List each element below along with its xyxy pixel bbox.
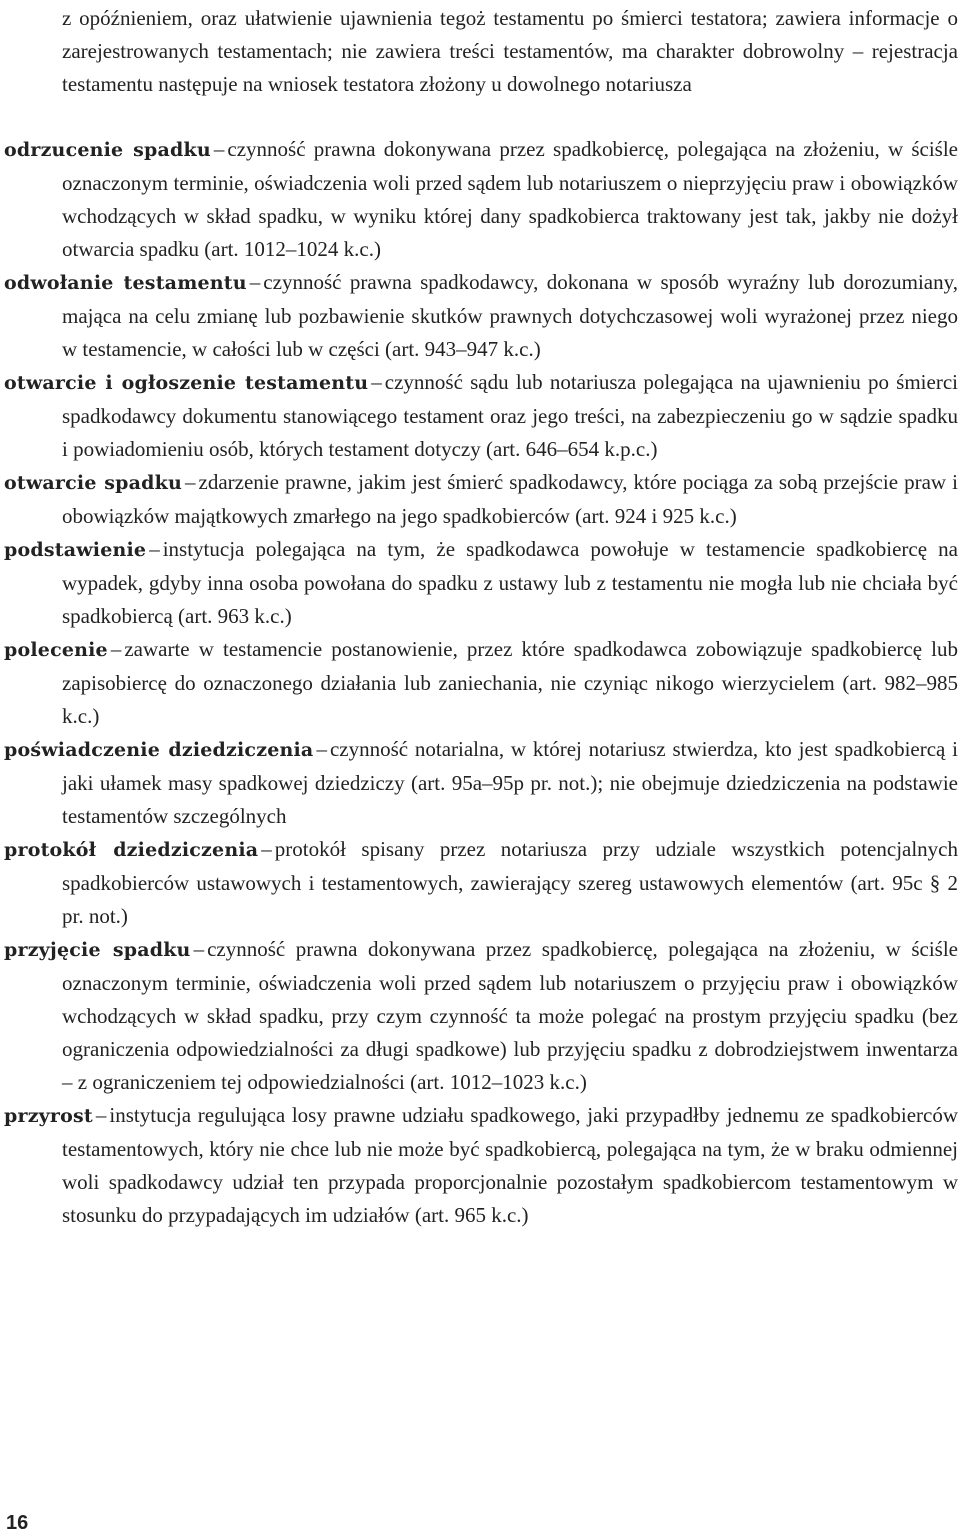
glossary-entry-przyjecie-spadku <box>4 933 958 1099</box>
term-dash: – <box>193 937 205 961</box>
term-dash: – <box>213 137 225 161</box>
term-dash: – <box>95 1103 107 1127</box>
glossary-term: otwarcie spadku <box>4 472 182 494</box>
intro-paragraph: z opóźnieniem, oraz ułatwienie ujawnienia tegoż testamentu po śmierci testatora; zawiera informacje o zarejestrowanych testamentach; nie zawiera treści testamentów, ma charakter dobrowolny – rejestracja testamentu następuje na wniosek testatora złożony u dowolnego notariusza <box>62 6 958 96</box>
term-dash: – <box>149 537 160 561</box>
term-dash: – <box>316 737 327 761</box>
term-dash: – <box>185 470 196 494</box>
term-dash: – <box>371 370 382 394</box>
glossary-definition: zawarte w testamencie postanowienie, przez które spadkodawca zobowiązuje spadkobiercę lub zapisobiercę do oznaczonego działania lub zaniechania, nie czyniąc nikogo wierzycielem (art. 982–985 k.c.) <box>62 637 958 728</box>
glossary-entry-otwarcie-spadku <box>4 466 958 533</box>
glossary-definition: czynność prawna dokonywana przez spadkobiercę, polegająca na złożeniu, w ściśle oznaczonym terminie, oświadczenia woli przed sądem lub notariuszem o nieprzyjęciu praw i obowiązków wchodzących w skład spadku, w wyniku której dany spadkobierca traktowany jest tak, jakby nie dożył otwarcia spadku (art. 1012–1024 k.c.) <box>62 137 959 261</box>
glossary-term: polecenie <box>4 639 108 661</box>
glossary-entry-poswiadczenie-dziedziczenia <box>4 733 958 833</box>
glossary-entry-polecenie <box>4 633 958 733</box>
glossary-entry-podstawienie <box>4 533 958 633</box>
page-number: 16 <box>6 1512 29 1534</box>
term-dash: – <box>249 270 261 294</box>
glossary-term: poświadczenie dziedziczenia <box>4 739 314 761</box>
glossary-entry-odwolanie-testamentu <box>4 266 958 366</box>
glossary-definition: protokół spisany przez notariusza przy udziale wszystkich potencjalnych spadkobierców ustawowych i testamentowych, zawierający szereg ustawowych elementów (art. 95c § 2 pr. not.) <box>62 837 959 928</box>
glossary-entry-odrzucenie-spadku <box>4 133 958 266</box>
term-dash: – <box>261 837 272 861</box>
glossary-definition: instytucja regulująca losy prawne udziału spadkowego, jaki przypadłby jednemu ze spadkobierców testamentowych, który nie chce lub nie może być spadkobiercą, polegająca na tym, że w braku odmiennej woli spadkodawcy udział ten przypada proporcjonalnie pozostałym spadkobiercom testamentowym w stosunku do przypadających im udziałów (art. 965 k.c.) <box>62 1103 958 1227</box>
glossary-term: odwołanie testamentu <box>4 272 247 294</box>
glossary-definition: czynność notarialna, w której notariusz stwierdza, kto jest spadkobiercą i jaki ułamek masy spadkowej dziedziczy (art. 95a–95p pr. not.); nie obejmuje dziedziczenia na podstawie testamentów szczególnych <box>62 737 959 828</box>
glossary-term: otwarcie i ogłoszenie testamentu <box>4 372 369 394</box>
glossary-entry-otwarcie-i-ogloszenie-testamentu <box>4 366 958 466</box>
glossary-entry-protokol-dziedziczenia <box>4 833 958 933</box>
glossary-term: przyrost <box>4 1105 93 1127</box>
glossary-term: podstawienie <box>4 539 147 561</box>
glossary-term: protokół dziedziczenia <box>4 839 259 861</box>
glossary-entry-przyrost <box>4 1099 958 1232</box>
glossary-definition: instytucja polegająca na tym, że spadkodawca powołuje w testamencie spadkobiercę na wypadek, gdyby inna osoba powołana do spadku z ustawy lub z testamentu nie mogła lub nie chciała być spadkobiercą (art. 963 k.c.) <box>62 537 958 628</box>
glossary-list <box>4 133 958 1232</box>
glossary-definition: zdarzenie prawne, jakim jest śmierć spadkodawcy, które pociąga za sobą przejście praw i obowiązków majątkowych zmarłego na jego spadkobierców (art. 924 i 925 k.c.) <box>62 470 958 528</box>
glossary-definition: czynność sądu lub notariusza polegająca na ujawnieniu po śmierci spadkodawcy dokumentu stanowiącego testament oraz jego treści, na zabezpieczeniu go w sądzie spadku i powiadomieniu osób, których testament dotyczy (art. 646–654 k.p.c.) <box>62 370 958 461</box>
glossary-definition: czynność prawna dokonywana przez spadkobiercę, polegająca na złożeniu, w ściśle oznaczonym terminie, oświadczenia woli przed sądem lub notariuszem o przyjęciu praw i obowiązków wchodzących w skład spadku, przy czym czynność ta może polegać na prostym przyjęciu spadku (bez ograniczenia odpowiedzialności za długi spadkowe) lub przyjęciu spadku z dobrodziejstwem inwentarza – z ograniczeniem tej odpowiedzialności (art. 1012–1023 k.c.) <box>62 937 958 1094</box>
term-dash: – <box>110 637 122 661</box>
glossary-definition: czynność prawna spadkodawcy, dokonana w sposób wyraźny lub dorozumiany, mająca na celu zmianę lub pozbawienie skutków prawnych dotychczasowej woli wyrażonej przez niego w testamencie, w całości lub w części (art. 943–947 k.c.) <box>62 270 958 361</box>
glossary-term: odrzucenie spadku <box>4 139 211 161</box>
glossary-term: przyjęcie spadku <box>4 939 191 961</box>
